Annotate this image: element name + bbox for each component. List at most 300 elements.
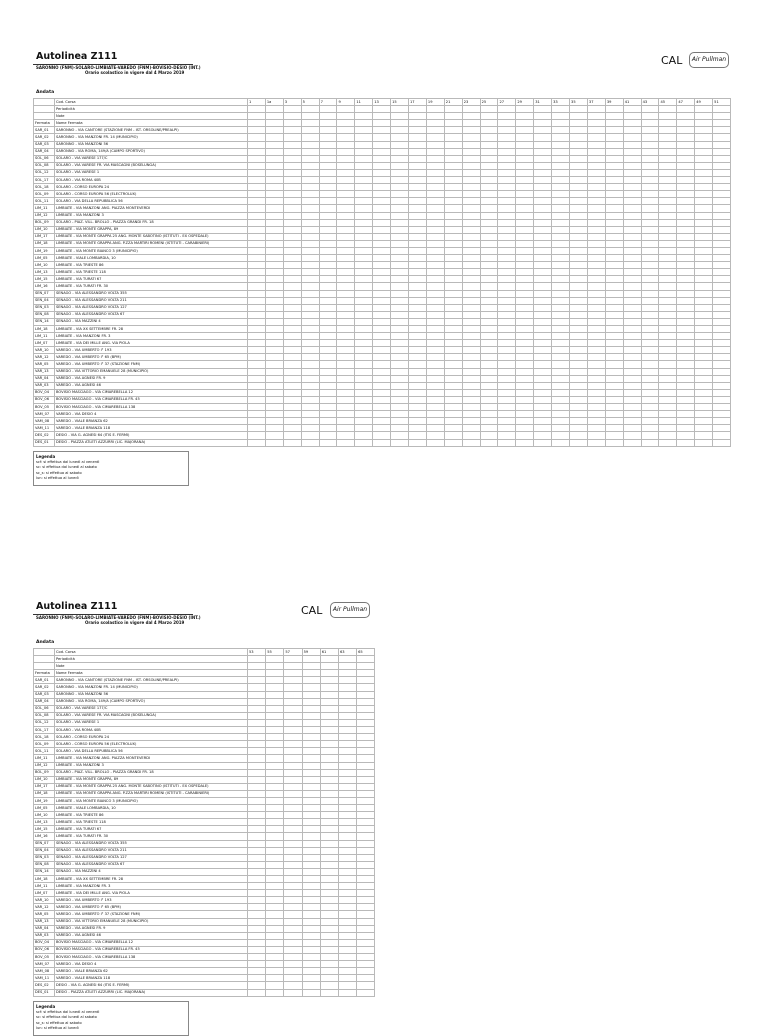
time-cell [337,127,355,134]
time-cell [391,205,409,212]
time-cell [462,148,480,155]
time-cell [355,184,373,191]
empty-cell [409,120,427,127]
header-cell [248,113,266,120]
time-cell [659,333,677,340]
empty-cell [266,670,284,677]
time-cell [265,354,283,361]
time-cell [426,439,444,446]
direction-label: Andata [36,90,55,95]
time-cell [480,354,498,361]
time-cell [623,262,641,269]
stop-zone: DES_01 [34,439,55,446]
header-cell [409,106,427,113]
time-cell [426,347,444,354]
time-cell [426,304,444,311]
time-cell [426,155,444,162]
header-cell [462,106,480,113]
time-cell [659,276,677,283]
time-cell [587,389,605,396]
time-cell [265,177,283,184]
time-cell [302,755,320,762]
time-cell [265,347,283,354]
time-cell [265,404,283,411]
time-cell [605,269,623,276]
time-cell [444,127,462,134]
time-cell [338,797,356,804]
time-cell [498,134,516,141]
stop-zone: SAR_03 [34,141,55,148]
time-cell [498,382,516,389]
time-cell [587,233,605,240]
time-cell [462,177,480,184]
stop-zone: LIM_18 [34,790,55,797]
time-cell [534,162,552,169]
header-cell [587,113,605,120]
time-cell [534,411,552,418]
time-cell [373,404,391,411]
time-cell [713,134,731,141]
time-cell [283,219,301,226]
time-cell [266,734,284,741]
time-cell [373,347,391,354]
stop-zone: SOL_17 [34,727,55,734]
time-cell [623,439,641,446]
time-cell [444,276,462,283]
stop-name: LIMBIATE - VIA TRIESTE 86 [55,812,248,819]
stop-zone: LIM_17 [34,233,55,240]
time-cell [677,354,695,361]
time-cell [357,847,375,854]
time-cell [284,712,302,719]
time-cell [301,141,319,148]
stop-row [34,382,731,389]
stop-name: SOLARO - VIA DELLA REPUBBLICA 56 [55,198,248,205]
time-cell [462,198,480,205]
time-cell [248,939,266,946]
time-cell [659,205,677,212]
time-cell [713,240,731,247]
time-cell [605,255,623,262]
time-cell [320,790,338,797]
time-cell [338,968,356,975]
time-cell [338,762,356,769]
time-cell [677,375,695,382]
stop-zone: LIM_13 [34,269,55,276]
time-cell [357,776,375,783]
time-cell [319,184,337,191]
time-cell [265,191,283,198]
stop-name: VAREDO - VIA AGNESI 46 [55,382,248,389]
time-cell [659,375,677,382]
run-code-cell: 7 [319,99,337,106]
time-cell [677,155,695,162]
time-cell [462,418,480,425]
time-cell [534,276,552,283]
time-cell [552,368,570,375]
time-cell [301,169,319,176]
time-cell [357,819,375,826]
time-cell [248,411,266,418]
header-cell [623,106,641,113]
time-cell [301,226,319,233]
time-cell [516,318,534,325]
run-code-cell: 53 [248,649,266,656]
time-cell [373,368,391,375]
time-cell [284,719,302,726]
time-cell [570,205,588,212]
time-cell [248,876,266,883]
stop-row [34,876,375,883]
time-cell [695,276,713,283]
time-cell [659,184,677,191]
time-cell [534,141,552,148]
time-cell [498,255,516,262]
time-cell [587,155,605,162]
time-cell [426,333,444,340]
time-cell [570,347,588,354]
time-cell [444,354,462,361]
time-cell [623,247,641,254]
header-row [34,649,375,656]
time-cell [248,375,266,382]
time-cell [355,212,373,219]
time-cell [301,212,319,219]
stop-zone: SEN_04 [34,847,55,854]
time-cell [462,425,480,432]
time-cell [373,247,391,254]
time-cell [713,198,731,205]
time-cell [391,425,409,432]
stop-zone: SOL_18 [34,184,55,191]
time-cell [534,262,552,269]
time-cell [462,318,480,325]
time-cell [695,389,713,396]
time-cell [570,297,588,304]
time-cell [659,177,677,184]
time-cell [357,762,375,769]
time-cell [409,439,427,446]
time-cell [266,748,284,755]
time-cell [391,318,409,325]
time-cell [373,375,391,382]
time-cell [283,177,301,184]
time-cell [659,347,677,354]
time-cell [248,425,266,432]
time-cell [283,269,301,276]
time-cell [444,389,462,396]
stop-row [34,890,375,897]
stop-zone: DES_02 [34,432,55,439]
time-cell [248,861,266,868]
time-cell [301,219,319,226]
time-cell [498,219,516,226]
time-cell [570,432,588,439]
time-cell [695,304,713,311]
time-cell [320,769,338,776]
time-cell [480,368,498,375]
time-cell [552,134,570,141]
stop-zone: VAR_13 [34,368,55,375]
time-cell [320,868,338,875]
time-cell [338,840,356,847]
time-cell [677,326,695,333]
time-cell [319,226,337,233]
time-cell [713,411,731,418]
stop-name: SOLARO - CORSO EUROPA 56 (ELECTROLUX) [55,741,248,748]
stop-name: VAREDO - VIA VITTORIO EMANUELE 28 (MUNICIPIO) [55,368,248,375]
time-cell [552,290,570,297]
time-cell [266,812,284,819]
time-cell [248,240,266,247]
time-cell [302,897,320,904]
stop-zone: LIM_15 [34,276,55,283]
time-cell [284,684,302,691]
time-cell [284,819,302,826]
stop-zone: SEN_03 [34,854,55,861]
time-cell [677,134,695,141]
stop-name: SARONNO - VIA MANZONI FR. 14 (MUNICIPIO) [55,134,248,141]
time-cell [248,911,266,918]
time-cell [552,432,570,439]
time-cell [444,368,462,375]
time-cell [302,734,320,741]
time-cell [301,148,319,155]
time-cell [355,333,373,340]
header-cell [498,113,516,120]
time-cell [462,354,480,361]
time-cell [338,755,356,762]
time-cell [516,439,534,446]
time-cell [284,868,302,875]
time-cell [480,134,498,141]
time-cell [284,783,302,790]
time-cell [391,134,409,141]
time-cell [426,340,444,347]
time-cell [677,361,695,368]
time-cell [265,361,283,368]
time-cell [570,368,588,375]
time-cell [248,418,266,425]
time-cell [283,396,301,403]
time-cell [337,262,355,269]
time-cell [357,755,375,762]
time-cell [357,861,375,868]
time-cell [302,918,320,925]
time-cell [248,812,266,819]
time-cell [677,340,695,347]
time-cell [623,198,641,205]
time-cell [391,212,409,219]
time-cell [301,340,319,347]
time-cell [337,304,355,311]
time-cell [248,847,266,854]
time-cell [623,368,641,375]
time-cell [587,290,605,297]
time-cell [338,932,356,939]
time-cell [302,868,320,875]
time-cell [357,783,375,790]
time-cell [391,191,409,198]
stop-row [34,769,375,776]
stop-name: SARONNO - VIA MANZONI 56 [55,691,248,698]
time-cell [695,155,713,162]
time-cell [302,847,320,854]
time-cell [248,269,266,276]
time-cell [570,169,588,176]
header-row [34,656,375,663]
time-cell [641,297,659,304]
time-cell [338,712,356,719]
stop-name: LIMBIATE - VIA MANZONI FR. 3 [55,333,248,340]
stop-row [34,162,731,169]
time-cell [587,262,605,269]
time-cell [462,311,480,318]
time-cell [552,269,570,276]
time-cell [320,883,338,890]
stop-row [34,734,375,741]
header-row [34,113,731,120]
stop-zone: BOV_06 [34,396,55,403]
time-cell [373,297,391,304]
empty-cell [248,120,266,127]
time-cell [534,368,552,375]
time-cell [357,911,375,918]
stop-name: VAREDO - VIA AGNESI 46 [55,932,248,939]
time-cell [320,982,338,989]
time-cell [248,127,266,134]
time-cell [283,233,301,240]
stop-row [34,184,731,191]
time-cell [534,127,552,134]
time-cell [337,283,355,290]
time-cell [426,396,444,403]
time-cell [319,404,337,411]
time-cell [373,311,391,318]
page-header [33,590,768,640]
time-cell [713,177,731,184]
time-cell [623,411,641,418]
time-cell [444,169,462,176]
time-cell [319,191,337,198]
time-cell [713,141,731,148]
stop-zone: SOL_18 [34,734,55,741]
time-cell [444,304,462,311]
time-cell [355,382,373,389]
time-cell [659,169,677,176]
time-cell [320,734,338,741]
time-cell [409,361,427,368]
header-cell [283,113,301,120]
stop-row [34,411,731,418]
time-cell [302,677,320,684]
time-cell [409,212,427,219]
header-cell [283,106,301,113]
header-cell [552,106,570,113]
stop-row [34,741,375,748]
time-cell [337,318,355,325]
time-cell [444,404,462,411]
time-cell [587,219,605,226]
time-cell [265,382,283,389]
header-row [34,663,375,670]
time-cell [337,326,355,333]
time-cell [534,184,552,191]
time-cell [301,326,319,333]
time-cell [373,304,391,311]
time-cell [480,439,498,446]
time-cell [695,318,713,325]
time-cell [587,425,605,432]
time-cell [391,311,409,318]
time-cell [248,283,266,290]
time-cell [284,989,302,996]
time-cell [498,177,516,184]
time-cell [283,404,301,411]
time-cell [677,240,695,247]
time-cell [659,326,677,333]
stop-name: SOLARO - CORSO EUROPA 56 (ELECTROLUX) [55,191,248,198]
stop-row [34,727,375,734]
time-cell [337,162,355,169]
stop-row [34,805,375,812]
time-cell [695,247,713,254]
time-cell [373,155,391,162]
stop-name: VAREDO - VIA UMBERTO I° 65 (BPM) [55,354,248,361]
time-cell [623,304,641,311]
time-cell [516,425,534,432]
time-cell [409,326,427,333]
header-cell [677,106,695,113]
time-cell [302,741,320,748]
time-cell [605,318,623,325]
stop-zone: LIM_13 [34,819,55,826]
time-cell [283,439,301,446]
time-cell [480,255,498,262]
time-cell [713,297,731,304]
time-cell [357,868,375,875]
time-cell [426,368,444,375]
stop-name: SOLARO - VIA VARESE FR. VIA MASCAGNI (BOSELUNGA) [55,162,248,169]
stop-name: SENAGO - VIA ALESSANDRO VOLTA 355 [55,290,248,297]
time-cell [248,297,266,304]
timetable-page-2 [33,590,768,1031]
time-cell [480,155,498,162]
time-cell [355,290,373,297]
stop-row [34,255,731,262]
time-cell [319,283,337,290]
time-cell [480,389,498,396]
time-cell [570,389,588,396]
time-cell [498,269,516,276]
time-cell [301,297,319,304]
run-code-cell: 11 [355,99,373,106]
legend-item: sc: si effettua dal lunedì al sabato [36,465,97,470]
time-cell [391,255,409,262]
time-cell [319,389,337,396]
time-cell [426,411,444,418]
stop-name: SOLARO - VIA DELLA REPUBBLICA 56 [55,748,248,755]
time-cell [248,389,266,396]
stop-name: SENAGO - VIA ALESSANDRO VOLTA 211 [55,847,248,854]
stop-zone: BOV_04 [34,939,55,946]
time-cell [534,382,552,389]
time-cell [338,876,356,883]
time-cell [248,712,266,719]
header-cell [302,663,320,670]
column-label: Nome Fermata [55,670,248,677]
time-cell [319,340,337,347]
